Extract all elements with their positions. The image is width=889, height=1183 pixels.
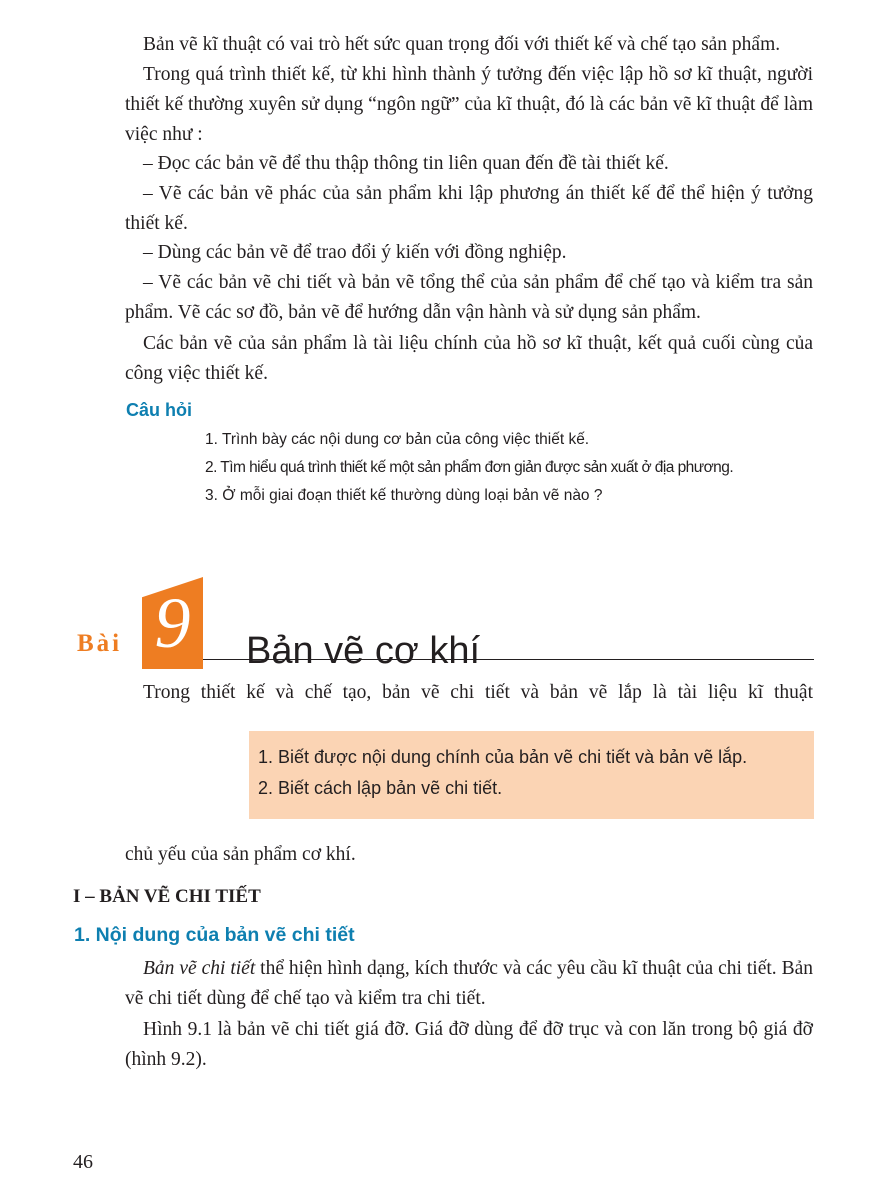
section-paragraph-1 — [125, 954, 813, 1014]
lesson-label: Bài — [77, 630, 123, 657]
subsection-heading: 1. Nội dung của bản vẽ chi tiết — [74, 924, 355, 946]
intro-paragraph-3: Các bản vẽ của sản phẩm là tài liệu chính của hồ sơ kĩ thuật, kết quả cuối cùng của công việc thiết kế. — [125, 333, 813, 384]
objective-item-1: 1. Biết được nội dung chính của bản vẽ chi tiết và bản vẽ lắp. — [258, 747, 748, 767]
page-number: 46 — [73, 1151, 93, 1173]
lesson-intro-line-2: chủ yếu của sản phẩm cơ khí. — [125, 844, 356, 865]
intro-bullet-1: – Đọc các bản vẽ để thu thập thông tin liên quan đến đề tài thiết kế. — [143, 153, 669, 174]
lesson-intro-line-1: Trong thiết kế và chế tạo, bản vẽ chi tiết và bản vẽ lắp là tài liệu kĩ thuật — [143, 682, 813, 703]
intro-paragraph-1: Bản vẽ kĩ thuật có vai trò hết sức quan trọng đối với thiết kế và chế tạo sản phẩm. — [143, 34, 781, 55]
objective-item-2: 2. Biết cách lập bản vẽ chi tiết. — [258, 778, 503, 798]
question-item-2: 2. Tìm hiểu quá trình thiết kế một sản phẩm đơn giản được sản xuất ở địa phương. — [205, 459, 734, 476]
section-heading: I – BẢN VẼ CHI TIẾT — [73, 886, 261, 907]
intro-paragraph-2: Trong quá trình thiết kế, từ khi hình thành ý tưởng đến việc lập hồ sơ kĩ thuật, người thiết kế thường xuyên sử dụng “ngôn ngữ” của kĩ thuật, đó là các bản vẽ kĩ thuật để làm việc như : — [125, 64, 813, 145]
section-paragraph-1-text: thể hiện hình dạng, kích thước và các yêu cầu kĩ thuật của chi tiết. Bản vẽ chi tiết dùng để chế tạo và kiểm tra chi tiết. — [125, 958, 813, 1009]
section-paragraph-2: Hình 9.1 là bản vẽ chi tiết giá đỡ. Giá đỡ dùng để đỡ trục và con lăn trong bộ giá đỡ (hình 9.2). — [125, 1019, 813, 1070]
term-detail-drawing: Bản vẽ chi tiết — [143, 958, 256, 979]
question-item-1: 1. Trình bày các nội dung cơ bản của công việc thiết kế. — [205, 431, 590, 448]
questions-heading: Câu hỏi — [126, 400, 192, 420]
question-item-3: 3. Ở mỗi giai đoạn thiết kế thường dùng loại bản vẽ nào ? — [205, 487, 603, 504]
intro-bullet-4: – Vẽ các bản vẽ chi tiết và bản vẽ tổng thể của sản phẩm để chế tạo và kiểm tra sản phẩm. Vẽ các sơ đồ, bản vẽ để hướng dẫn vận hành và sử dụng sản phẩm. — [125, 272, 813, 323]
lesson-title: Bản vẽ cơ khí — [246, 630, 481, 672]
lesson-number: 9 — [154, 583, 191, 663]
intro-bullet-2: – Vẽ các bản vẽ phác của sản phẩm khi lập phương án thiết kế để thể hiện ý tưởng thiết kế. — [125, 183, 813, 234]
intro-bullet-3: – Dùng các bản vẽ để trao đổi ý kiến với đồng nghiệp. — [143, 242, 567, 263]
